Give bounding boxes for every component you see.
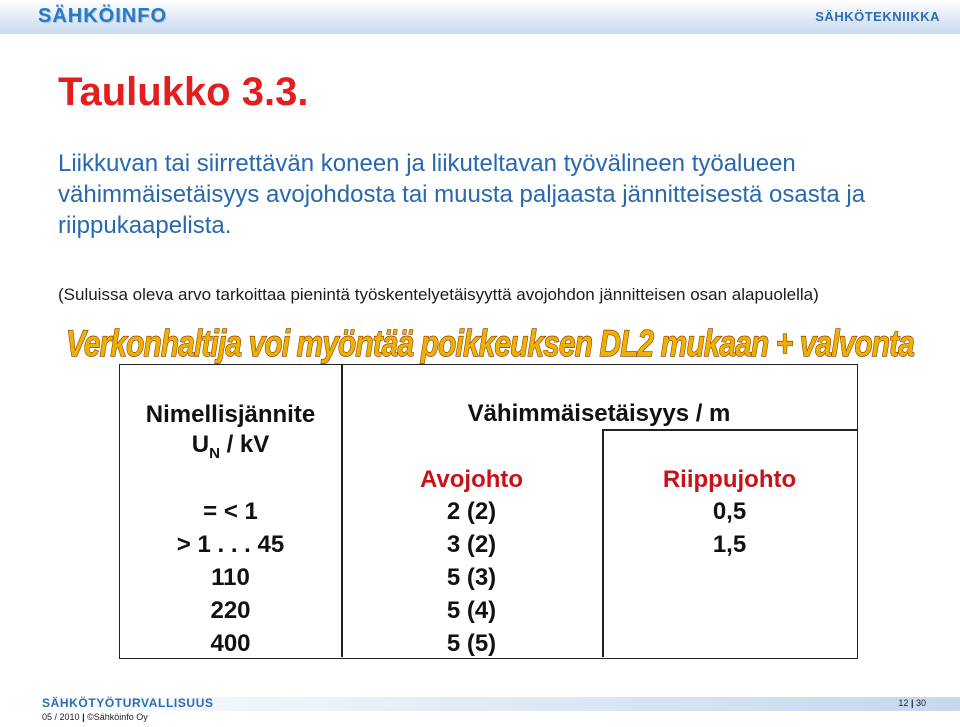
footer-date-line xyxy=(42,712,148,722)
description-text: Liikkuvan tai siirrettävän koneen ja liikuteltavan työvälineen työalueen vähimmäisetäisyys avojohdosta tai muusta paljaasta jännitteisestä osasta ja riippukaapelista. xyxy=(58,150,866,239)
footer-date: 05 / 2010 xyxy=(42,712,80,722)
page-number xyxy=(898,698,926,708)
logo xyxy=(38,5,167,28)
banner-text: Verkonhaltija voi myöntää poikkeuksen DL2 mukaan + valvonta xyxy=(66,323,915,364)
overhead-cell: 5 (3) xyxy=(446,564,497,591)
voltage-symbol: U xyxy=(191,431,210,458)
voltage-cell: > 1 . . . 45 xyxy=(176,531,285,558)
voltage-subscript: N xyxy=(209,444,220,462)
overhead-cell: 2 (2) xyxy=(446,498,497,525)
overhead-cell: 3 (2) xyxy=(446,531,497,558)
hanging-cable-header: Riippujohto xyxy=(662,466,797,493)
distance-table xyxy=(119,364,858,659)
overhead-cell: 5 (5) xyxy=(446,630,497,657)
exception-banner xyxy=(60,313,920,369)
overhead-line-header: Avojohto xyxy=(419,466,524,493)
overhead-cell: 5 (4) xyxy=(446,597,497,624)
page-separator: | xyxy=(910,698,916,708)
note-text: (Suluissa oleva arvo tarkoittaa pienintä työskentelyetäisyyttä avojohdon jännitteisen osan alapuolella) xyxy=(58,285,819,304)
voltage-header-unit xyxy=(120,430,341,469)
hanging-cell: 0,5 xyxy=(712,498,747,525)
footer-title: SÄHKÖTYÖTURVALLISUUS xyxy=(42,696,214,710)
page-current: 12 xyxy=(898,698,909,708)
hanging-cell: 1,5 xyxy=(712,531,747,558)
voltage-cell: 400 xyxy=(210,630,251,657)
header-bar xyxy=(0,0,960,34)
voltage-header xyxy=(120,400,341,469)
voltage-cell: = < 1 xyxy=(203,498,258,525)
footer-separator: | xyxy=(82,712,88,722)
section-label: SÄHKÖTEKNIIKKA xyxy=(815,9,940,24)
slide-title: Taulukko 3.3. xyxy=(58,70,309,114)
voltage-cell: 110 xyxy=(211,564,250,591)
distance-group-header: Vähimmäisetäisyys / m xyxy=(467,400,731,427)
footer-copyright: ©Sähköinfo Oy xyxy=(87,712,148,722)
header-divider xyxy=(602,429,857,431)
voltage-header-label: Nimellisjännite xyxy=(145,401,316,428)
voltage-unit: / kV xyxy=(219,431,270,458)
logo-text: SÄHKÖINFO xyxy=(38,5,167,27)
page-total: 30 xyxy=(915,698,926,708)
voltage-cell: 220 xyxy=(210,597,251,624)
